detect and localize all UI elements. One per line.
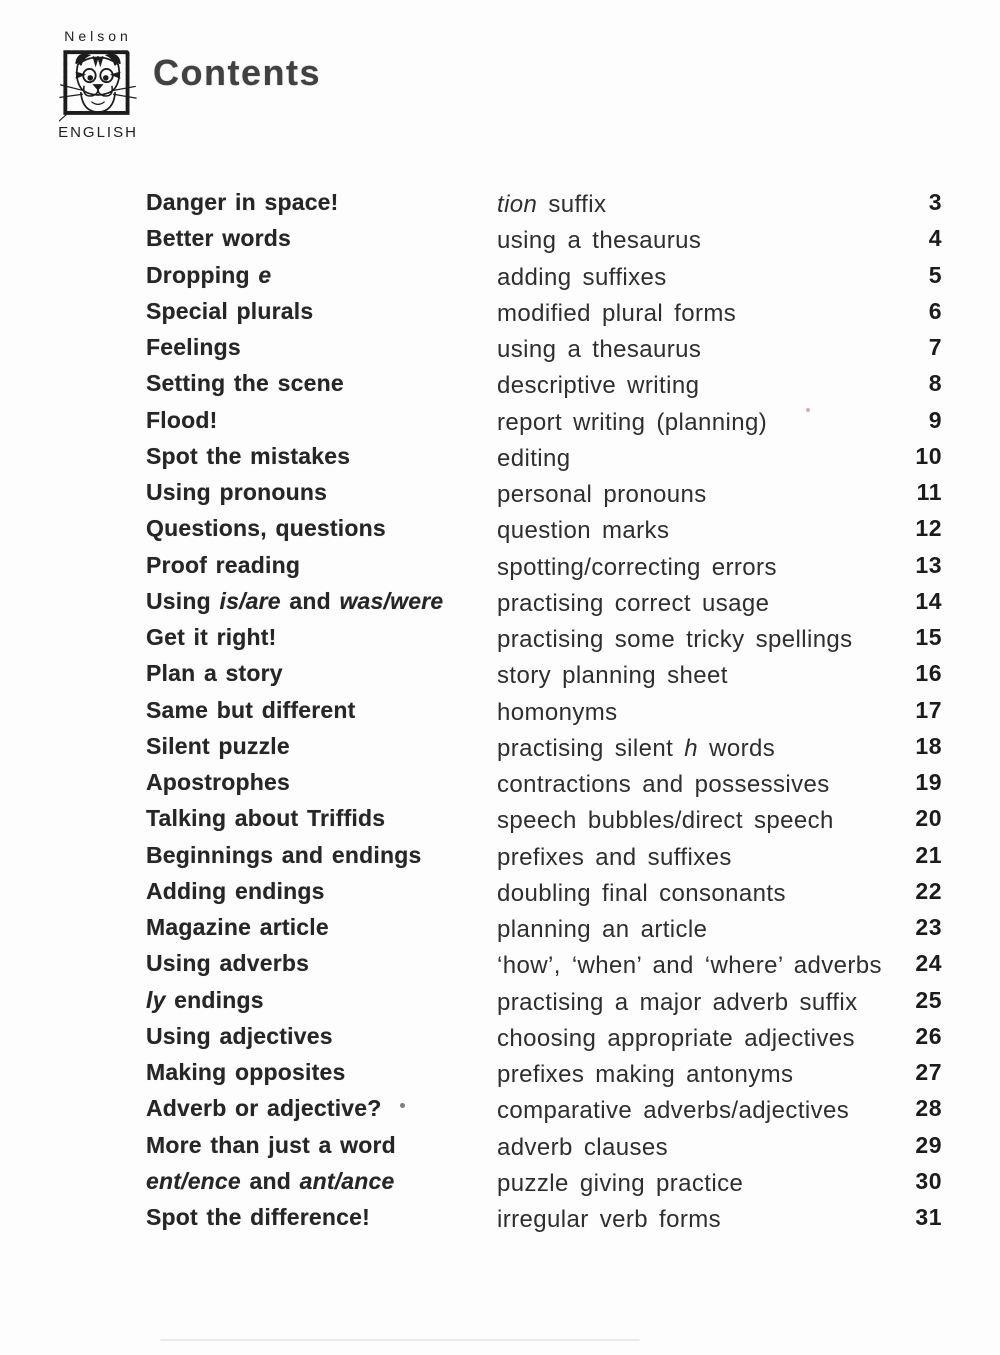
page-number: 20 [915,805,942,832]
lesson-description: speech bubbles/direct speech [497,807,834,835]
contents-row [146,655,942,691]
lesson-description: irregular verb forms [497,1206,722,1233]
page-number: 5 [928,261,942,288]
contents-row [146,728,942,764]
lesson-title: Using adjectives [146,1022,333,1049]
nelson-english-logo [56,28,140,141]
page-number: 24 [915,950,942,977]
lesson-description: personal pronouns [497,481,707,508]
scan-speck [400,1103,405,1108]
contents-row [146,1054,942,1090]
lesson-title: Adverb or adjective? [146,1095,382,1122]
contents-row [146,1127,942,1163]
contents-row [146,945,942,981]
lesson-title: More than just a word [146,1131,396,1158]
lesson-title: Beginnings and endings [146,841,422,868]
lesson-title: Plan a story [146,660,283,687]
lesson-title: Proof reading [146,551,301,578]
contents-list [146,184,942,1235]
logo-bottom-label: ENGLISH [58,124,138,141]
lesson-description: using a thesaurus [497,227,702,255]
lesson-description: homonyms [497,698,618,726]
contents-row [146,909,942,945]
contents-row [146,982,942,1018]
lesson-title: Spot the difference! [146,1204,370,1230]
contents-row [146,510,942,546]
contents-row [146,438,942,474]
contents-row [146,293,942,329]
contents-row [146,365,942,401]
contents-row [146,1199,942,1235]
lesson-title: Making opposites [146,1059,346,1085]
lesson-title: Questions, questions [146,515,386,542]
page-number: 3 [928,189,942,215]
contents-row [146,800,942,836]
lesson-title: Get it right! [146,624,277,650]
page-number: 16 [915,660,942,687]
page-number: 4 [928,225,942,252]
contents-row [146,184,942,220]
lesson-description: spotting/correcting errors [497,553,777,581]
contents-row [146,583,942,619]
page-number: 29 [915,1131,942,1158]
contents-row [146,873,942,909]
lesson-title: Spot the mistakes [146,442,351,469]
lesson-title: Danger in space! [146,189,339,215]
lesson-title: Talking about Triffids [146,805,386,832]
page-number: 7 [928,334,942,360]
page-number: 13 [915,551,942,578]
contents-row [146,474,942,510]
contents-row [146,329,942,365]
lesson-description: ‘how’, ‘when’ and ‘where’ adverbs [497,952,882,980]
page-number: 14 [915,587,942,614]
lesson-title: Silent puzzle [146,732,290,759]
lesson-title: Using pronouns [146,479,328,505]
lesson-description: practising correct usage [497,589,770,617]
contents-row [146,1090,942,1126]
contents-row [146,402,942,438]
contents-row [146,220,942,256]
page-number: 17 [915,696,942,723]
scan-speck [806,408,810,412]
page-number: 9 [928,406,942,433]
lesson-title: Magazine article [146,914,329,940]
page-number: 12 [915,515,942,542]
lesson-title: Better words [146,225,291,252]
contents-row [146,692,942,728]
lesson-description: prefixes making antonyms [497,1061,794,1088]
page-title: Contents [153,52,321,93]
lesson-description: planning an article [497,916,708,943]
lesson-title: Using adverbs [146,950,310,977]
lesson-description: report writing (planning) [497,408,768,436]
lesson-description: choosing appropriate adjectives [497,1024,855,1052]
lesson-description: contractions and possessives [497,771,830,798]
page-number: 18 [915,732,942,759]
page-number: 30 [915,1167,942,1194]
logo-top-label: Nelson [64,28,132,44]
page-number: 15 [915,624,942,650]
lesson-title: Setting the scene [146,370,344,397]
page-number: 23 [915,914,942,940]
lesson-description: adding suffixes [497,263,667,291]
lesson-title: Using is/are and was/were [146,587,444,614]
lesson-title: Special plurals [146,297,314,324]
page-number: 11 [916,479,942,505]
lesson-title: Adding endings [146,877,325,904]
lesson-description: descriptive writing [497,372,700,400]
page-number: 8 [928,370,942,397]
lesson-title: ent/ence and ant/ance [146,1167,395,1194]
contents-row [146,619,942,655]
page-number: 27 [915,1059,942,1085]
page-number: 6 [928,297,942,324]
lesson-description: practising some tricky spellings [497,626,853,653]
scan-streak [160,1339,640,1341]
lesson-title: Same but different [146,696,356,723]
lesson-description: story planning sheet [497,662,728,690]
contents-row [146,1163,942,1199]
lesson-description: prefixes and suffixes [497,843,732,871]
lesson-description: practising a major adverb suffix [497,988,858,1016]
lesson-title: Apostrophes [146,769,291,795]
lesson-description: tion suffix [497,191,607,218]
lesson-title: Dropping e [146,261,272,288]
lesson-title: Feelings [146,334,241,360]
page-number: 26 [915,1022,942,1049]
page-number: 25 [915,986,942,1013]
lesson-description: puzzle giving practice [497,1169,744,1197]
contents-row [146,764,942,800]
lesson-description: adverb clauses [497,1133,669,1161]
tiger-face-icon [59,46,137,130]
lesson-description: using a thesaurus [497,336,702,363]
lesson-description: question marks [497,517,670,545]
lesson-description: comparative adverbs/adjectives [497,1097,850,1125]
lesson-description: modified plural forms [497,299,737,327]
lesson-description: doubling final consonants [497,879,786,907]
page-number: 10 [915,442,942,469]
lesson-title: ly endings [146,986,264,1013]
lesson-description: practising silent h words [497,734,776,762]
contents-row [146,547,942,583]
contents-row [146,257,942,293]
lesson-title: Flood! [146,406,218,433]
contents-row [146,837,942,873]
page-number: 21 [915,841,942,868]
contents-row [146,1018,942,1054]
page-number: 28 [915,1095,942,1122]
page-number: 31 [915,1204,942,1230]
page-number: 22 [915,877,942,904]
lesson-description: editing [497,444,571,472]
page-number: 19 [915,769,942,795]
